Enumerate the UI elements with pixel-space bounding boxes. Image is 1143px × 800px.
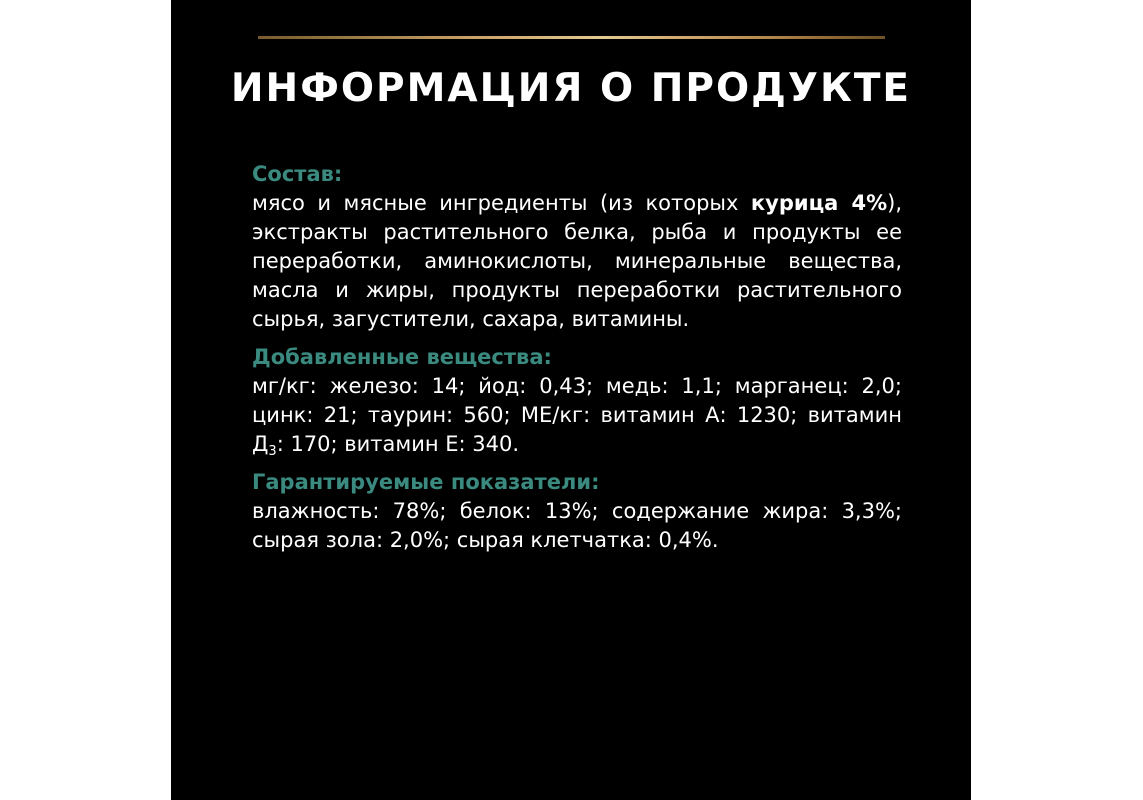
- guaranteed-heading: Гарантируемые показатели:: [252, 470, 600, 494]
- composition-heading: Состав:: [252, 162, 343, 186]
- composition-text: [252, 189, 902, 334]
- guaranteed-section: [252, 468, 902, 555]
- additives-heading: Добавленные вещества:: [252, 345, 552, 369]
- additives-text-end: : 170; витамин Е: 340.: [276, 432, 520, 456]
- composition-text-start: мясо и мясные ингредиенты (из которых: [252, 191, 751, 215]
- page-title: ИНФОРМАЦИЯ О ПРОДУКТЕ: [230, 66, 912, 111]
- additives-text: [252, 372, 902, 459]
- composition-highlight: курица 4%: [750, 191, 888, 215]
- product-info-panel: [171, 0, 971, 800]
- composition-section: [252, 160, 902, 334]
- product-info-body: [252, 160, 902, 555]
- gold-divider: [258, 36, 885, 39]
- additives-text-start: мг/кг: железо: 14; йод: 0,43; медь: 1,1; марганец: 2,0; цинк: 21; таурин: 560; МЕ/кг: витамин А: 1230; витамин Д: [252, 374, 902, 456]
- guaranteed-text: влажность: 78%; белок: 13%; содержание жира: 3,3%; сырая зола: 2,0%; сырая клетчатка: 0,4%.: [252, 499, 902, 552]
- additives-section: [252, 343, 902, 459]
- vitamin-d-subscript: 3: [268, 444, 277, 459]
- composition-text-end: ), экстракты растительного белка, рыба и продукты ее переработки, аминокислоты, минеральные вещества, масла и жиры, продукты переработки растительного сырья, загустители, сахара, витамины.: [252, 191, 902, 331]
